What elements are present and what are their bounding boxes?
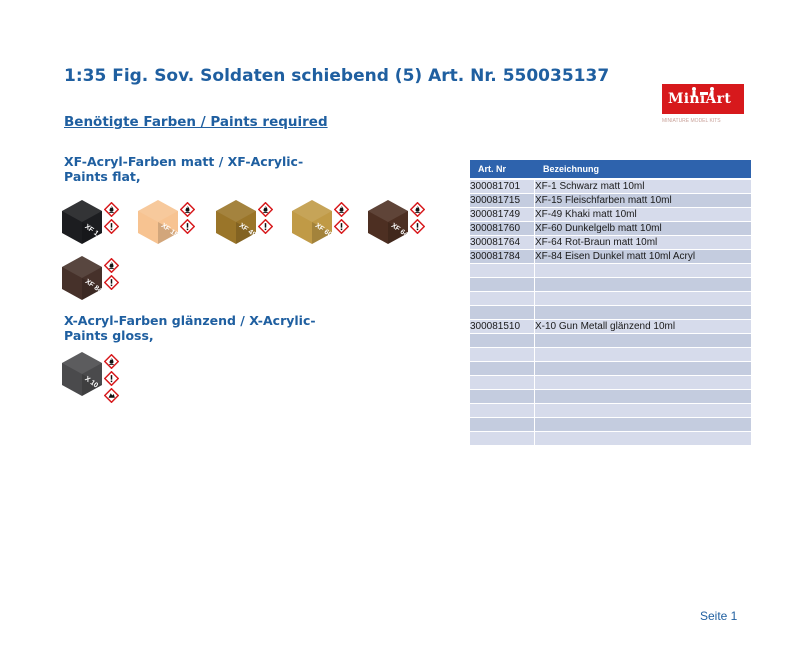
paint-swatch: [364, 198, 444, 250]
paint-swatch: [58, 254, 138, 306]
hazard-symbols: [180, 202, 200, 236]
paint-code-label: XF 84: [83, 278, 104, 295]
paint-swatch: [58, 350, 138, 402]
table-row: [470, 348, 751, 362]
art-nr-cell: [470, 264, 535, 278]
paint-jar-icon: [58, 350, 106, 398]
exclamation-icon: [104, 275, 119, 290]
art-nr-cell: [470, 278, 535, 292]
description-cell: X-10 Gun Metall glänzend 10ml: [535, 320, 751, 334]
exclamation-icon: [410, 219, 425, 234]
hazard-symbols: [104, 202, 124, 236]
art-nr-cell: [470, 432, 535, 446]
table-row: [470, 208, 751, 222]
flat-paints-heading: XF-Acryl-Farben matt / XF-Acrylic-Paints flat,: [64, 154, 304, 184]
table-row: [470, 390, 751, 404]
description-cell: XF-64 Rot-Braun matt 10ml: [535, 236, 751, 250]
paint-code-label: XF 1: [83, 223, 100, 238]
paint-swatch: [134, 198, 214, 250]
hazard-symbols: [334, 202, 354, 236]
art-nr-cell: 300081784: [470, 250, 535, 264]
art-nr-cell: [470, 404, 535, 418]
hazard-symbols: [104, 354, 124, 405]
table-row: [470, 180, 751, 194]
flammable-icon: [104, 354, 119, 369]
paints-required-heading: Benötigte Farben / Paints required: [64, 114, 328, 130]
description-cell: [535, 334, 751, 348]
exclamation-icon: [334, 219, 349, 234]
page-number: Seite 1: [700, 609, 738, 623]
table-row: [470, 320, 751, 334]
flammable-icon: [180, 202, 195, 217]
art-nr-cell: 300081510: [470, 320, 535, 334]
art-nr-cell: 300081701: [470, 180, 535, 194]
paint-code-label: XF 15: [159, 222, 180, 239]
description-cell: XF-60 Dunkelgelb matt 10ml: [535, 222, 751, 236]
paints-table: [470, 160, 751, 446]
paint-swatch: [288, 198, 368, 250]
exclamation-icon: [104, 371, 119, 386]
art-nr-cell: 300081715: [470, 194, 535, 208]
header-art-nr: Art. Nr: [470, 160, 535, 180]
exclamation-icon: [180, 219, 195, 234]
table-row: [470, 236, 751, 250]
art-nr-cell: [470, 348, 535, 362]
description-cell: [535, 348, 751, 362]
table-row: [470, 222, 751, 236]
description-cell: XF-1 Schwarz matt 10ml: [535, 180, 751, 194]
description-cell: [535, 418, 751, 432]
table-row: [470, 334, 751, 348]
art-nr-cell: [470, 418, 535, 432]
art-nr-cell: 300081749: [470, 208, 535, 222]
paint-jar-icon: [58, 198, 106, 246]
table-row: [470, 264, 751, 278]
description-cell: XF-84 Eisen Dunkel matt 10ml Acryl: [535, 250, 751, 264]
paint-code-label: XF 60: [313, 222, 334, 239]
table-row: [470, 376, 751, 390]
flammable-icon: [334, 202, 349, 217]
description-cell: [535, 390, 751, 404]
hazard-symbols: [258, 202, 278, 236]
header-bezeichnung: Bezeichnung: [535, 160, 751, 180]
description-cell: [535, 264, 751, 278]
description-cell: [535, 278, 751, 292]
table-row: [470, 362, 751, 376]
table-row: [470, 292, 751, 306]
exclamation-icon: [104, 219, 119, 234]
description-cell: [535, 306, 751, 320]
table-row: [470, 194, 751, 208]
art-nr-cell: [470, 390, 535, 404]
paint-swatch: [58, 198, 138, 250]
table-row: [470, 306, 751, 320]
description-cell: [535, 362, 751, 376]
paint-swatch: [212, 198, 292, 250]
table-row: [470, 432, 751, 446]
art-nr-cell: [470, 306, 535, 320]
table-row: [470, 404, 751, 418]
gloss-paints-heading: X-Acryl-Farben glänzend / X-Acrylic-Paints gloss,: [64, 313, 316, 343]
description-cell: XF-15 Fleischfarben matt 10ml: [535, 194, 751, 208]
description-cell: [535, 292, 751, 306]
miniart-logo: [662, 84, 744, 124]
flammable-icon: [104, 258, 119, 273]
paint-code-label: XF 64: [389, 222, 410, 239]
environment-icon: [104, 388, 119, 403]
hazard-symbols: [410, 202, 430, 236]
description-cell: [535, 404, 751, 418]
art-nr-cell: [470, 292, 535, 306]
art-nr-cell: [470, 362, 535, 376]
table-row: [470, 250, 751, 264]
paint-code-label: XF 49: [237, 222, 258, 239]
paint-code-label: X 10: [83, 375, 100, 390]
description-cell: [535, 432, 751, 446]
art-nr-cell: 300081760: [470, 222, 535, 236]
description-cell: [535, 376, 751, 390]
exclamation-icon: [258, 219, 273, 234]
table-row: [470, 278, 751, 292]
table-row: [470, 418, 751, 432]
document-title: 1:35 Fig. Sov. Soldaten schiebend (5) Art. Nr. 550035137: [64, 66, 610, 86]
art-nr-cell: [470, 376, 535, 390]
flammable-icon: [258, 202, 273, 217]
hazard-symbols: [104, 258, 124, 292]
description-cell: XF-49 Khaki matt 10ml: [535, 208, 751, 222]
art-nr-cell: 300081764: [470, 236, 535, 250]
logo-tagline: MINIATURE MODEL KITS: [662, 118, 721, 124]
logo-text: MiniArt: [668, 91, 732, 107]
flammable-icon: [104, 202, 119, 217]
flammable-icon: [410, 202, 425, 217]
art-nr-cell: [470, 334, 535, 348]
